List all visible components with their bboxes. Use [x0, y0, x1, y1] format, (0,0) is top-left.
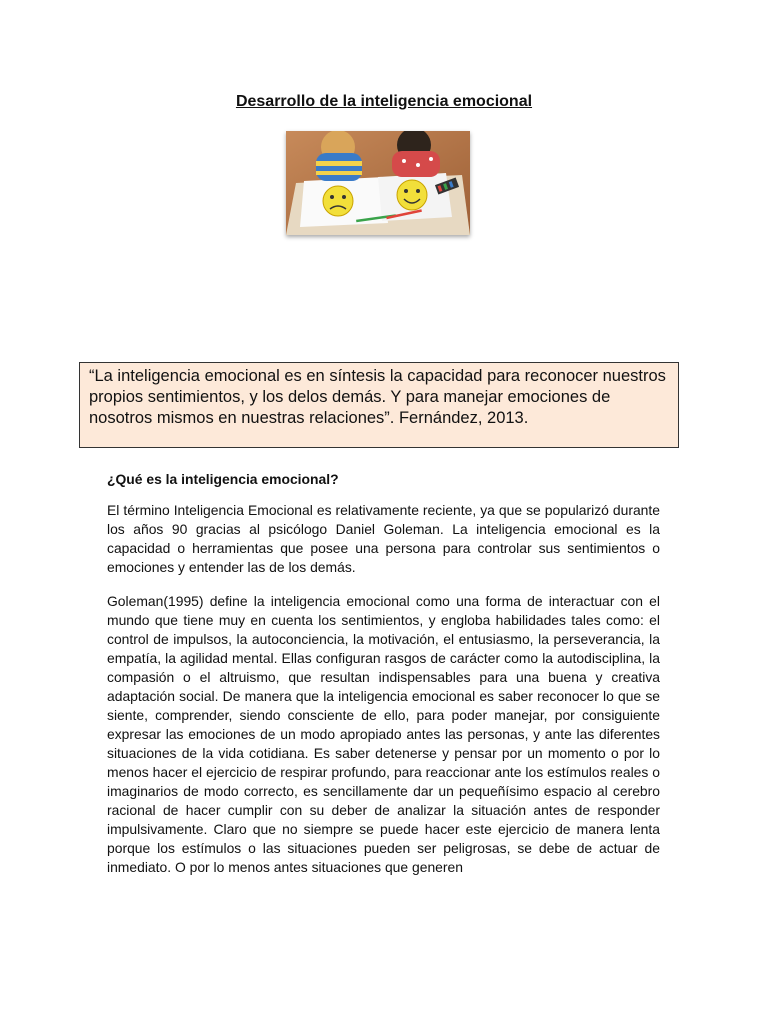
quote-text: “La inteligencia emocional es en síntesis la capacidad para reconocer nuestros propios sentimientos, y los delos demás. Y para manejar emociones de nosotros mismos en nuestras relaciones”. Fernández, 2013.: [89, 367, 666, 427]
document-body: [107, 470, 660, 892]
quote-box: [79, 362, 679, 448]
document-title: Desarrollo de la inteligencia emocional: [235, 93, 533, 110]
paragraph-2: Goleman(1995) define la inteligencia emocional como una forma de interactuar con el mundo que tiene muy en cuenta los sentimientos, y engloba habilidades tales como: el control de impulsos, la autoconciencia, la motivación, el entusiasmo, la perseverancia, la empatía, la agilidad mental. Ellas configuran rasgos de carácter como la autodisciplina, la compasión o el altruismo, que resultan indispensables para una buena y creativa adaptación social. De manera que la inteligencia emocional es saber reconocer lo que se siente, comprender, siendo consciente de ello, para poder manejar, por consiguiente expresar las emociones de un modo apropiado antes las personas, y ante las diferentes situaciones de la vida cotidiana. Es saber detenerse y pensar por un momento o por lo menos hacer el ejercicio de respirar profundo, para reaccionar ante los estímulos reales o imaginarios de modo correcto, es sencillamente dar un pequeñísimo espacio al cerebro racional de hacer cumplir con su deber de analizar la situación antes de responder impulsivamente. Claro que no siempre se puede hacer este ejercicio de manera lenta porque los estímulos o las situaciones pueden ser peligrosas, se debe de actuar de inmediato. O por lo menos antes situaciones que generen: [107, 593, 660, 875]
children-drawing-photo: [286, 131, 470, 235]
paragraph-1: El término Inteligencia Emocional es relativamente reciente, ya que se popularizó durante los años 90 gracias al psicólogo Daniel Goleman. La inteligencia emocional es la capacidad o herramientas que posee una persona para controlar sus sentimientos o emociones y entender las de los demás.: [107, 502, 660, 575]
section-heading: ¿Qué es la inteligencia emocional?: [107, 471, 339, 487]
